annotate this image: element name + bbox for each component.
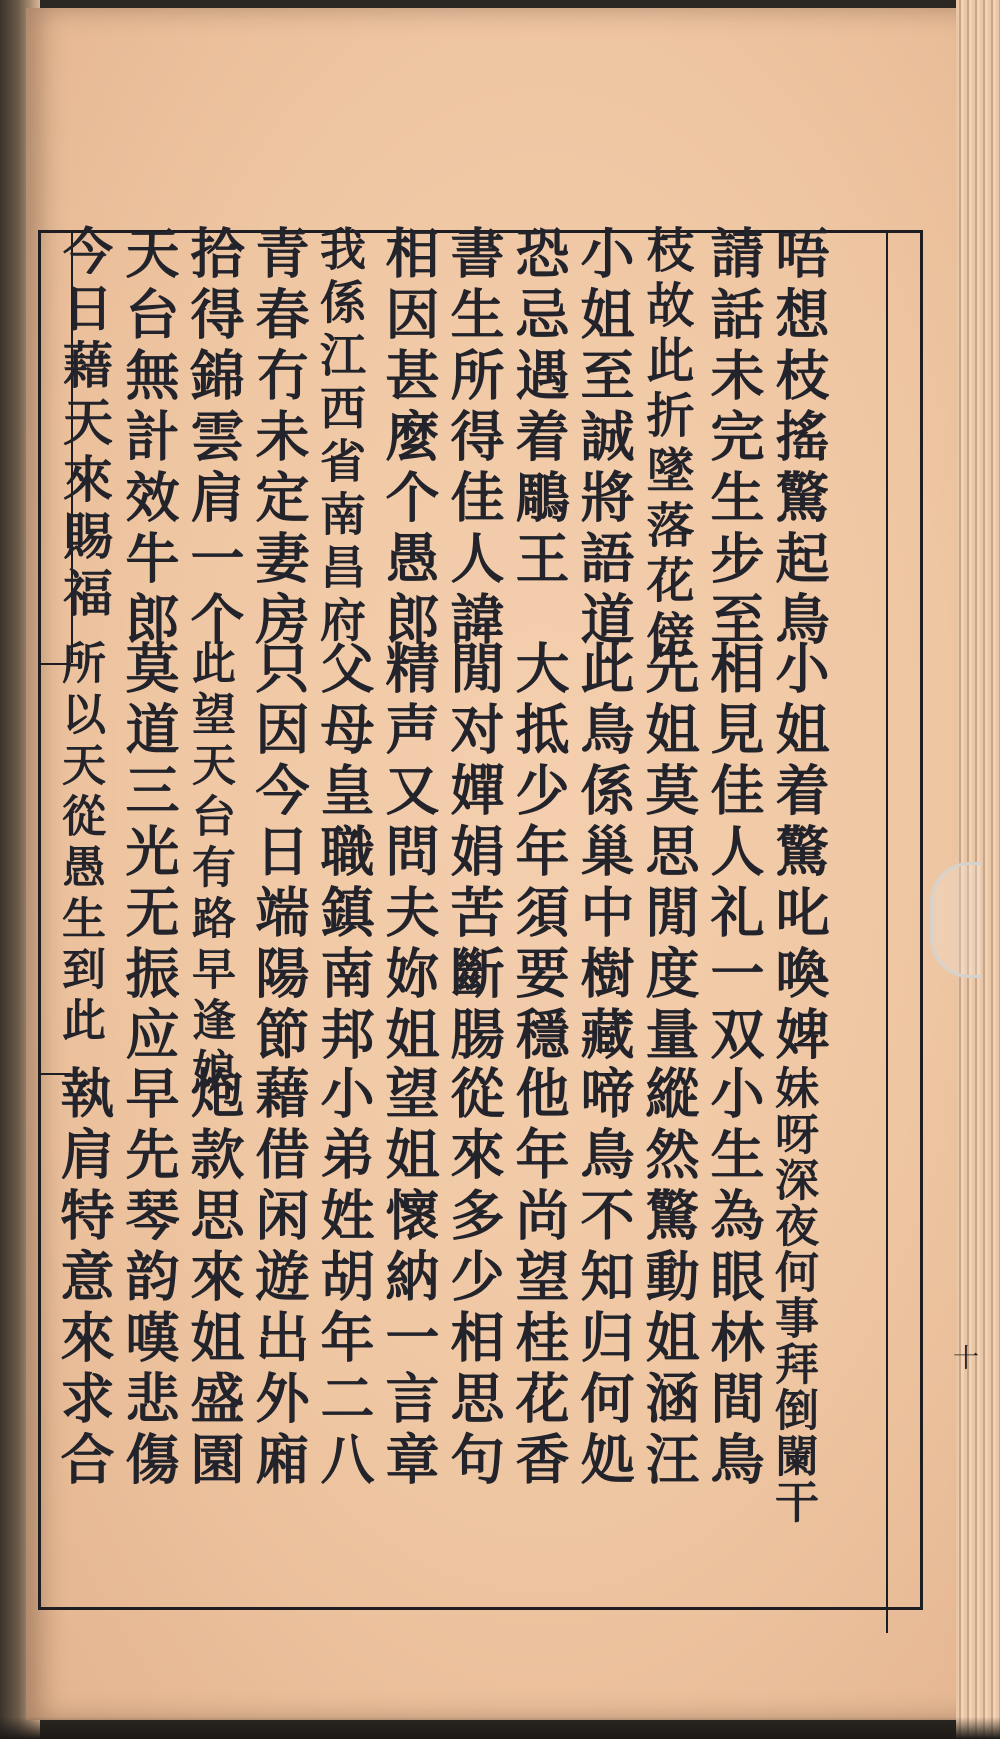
- bookmark-clip: [930, 862, 981, 978]
- text-column: 他年尚望桂花香: [507, 1065, 571, 1492]
- text-column: 所以天從愚生到此: [54, 640, 105, 1048]
- text-column: 小姐至誠將語道: [572, 225, 636, 652]
- page-number: 十: [953, 1344, 980, 1374]
- text-column: 我係江西省南昌府: [313, 225, 367, 649]
- text-column: 小生為眼林間鳥: [702, 1065, 766, 1492]
- right-margin-strip: [886, 233, 914, 1633]
- text-column: 青春冇未定妻房: [247, 225, 311, 652]
- text-column: 炮款思來姐盛園: [182, 1065, 246, 1492]
- text-column: 唔想枝搖驚起鳥: [767, 225, 831, 652]
- text-column: 縱然驚動姐涵汪: [637, 1065, 701, 1492]
- text-column: 從來多少相思句: [442, 1065, 506, 1492]
- text-column: 只因今日端陽節: [247, 640, 311, 1067]
- text-column: 父母皇職鎮南邦: [312, 640, 376, 1067]
- text-column: 相見佳人礼一双: [702, 640, 766, 1067]
- text-column: 此望天台有路早逢娘: [184, 640, 235, 1099]
- bottom-shadow: [0, 1717, 1000, 1739]
- text-column: 今日藉天來賜福: [55, 225, 114, 624]
- text-column: 相因甚麼个愚郎: [377, 225, 441, 652]
- text-column: 請話未完生步至: [702, 225, 766, 652]
- text-column: 拾得錦雲肩一个: [182, 225, 246, 652]
- text-column: 啼鳥不知归何処: [572, 1065, 636, 1492]
- text-column: 大抵少年須要穩: [507, 640, 571, 1067]
- text-column: 恐忌遇着鵰王: [507, 225, 571, 591]
- text-column: 精声又問夫妳姐: [377, 640, 441, 1067]
- text-column: 望姐懷納一言章: [377, 1065, 441, 1492]
- text-column: 早先琴韵嘆悲傷: [117, 1065, 181, 1492]
- text-column: 小姐着驚叱喚婢: [767, 640, 831, 1067]
- text-column: 枝故此折墜落花傍: [638, 225, 694, 665]
- text-column: 書生所得佳人諱: [442, 225, 506, 652]
- text-column: 妹呀深夜何事拜倒闌干: [767, 1065, 818, 1525]
- text-column: 小弟姓胡年二八: [312, 1065, 376, 1492]
- text-column: 閒对嬋娟苦斷腸: [442, 640, 506, 1067]
- text-column: 藉借闲遊出外廂: [247, 1065, 311, 1492]
- text-column: 莫道三光无振应: [117, 640, 181, 1067]
- text-column: 先姐莫思閒度量: [637, 640, 701, 1067]
- text-column: 執肩特意來求合: [52, 1065, 116, 1492]
- text-column: 天台無計效牛郎: [117, 225, 181, 652]
- text-column: 此鳥係巢中樹藏: [572, 640, 636, 1067]
